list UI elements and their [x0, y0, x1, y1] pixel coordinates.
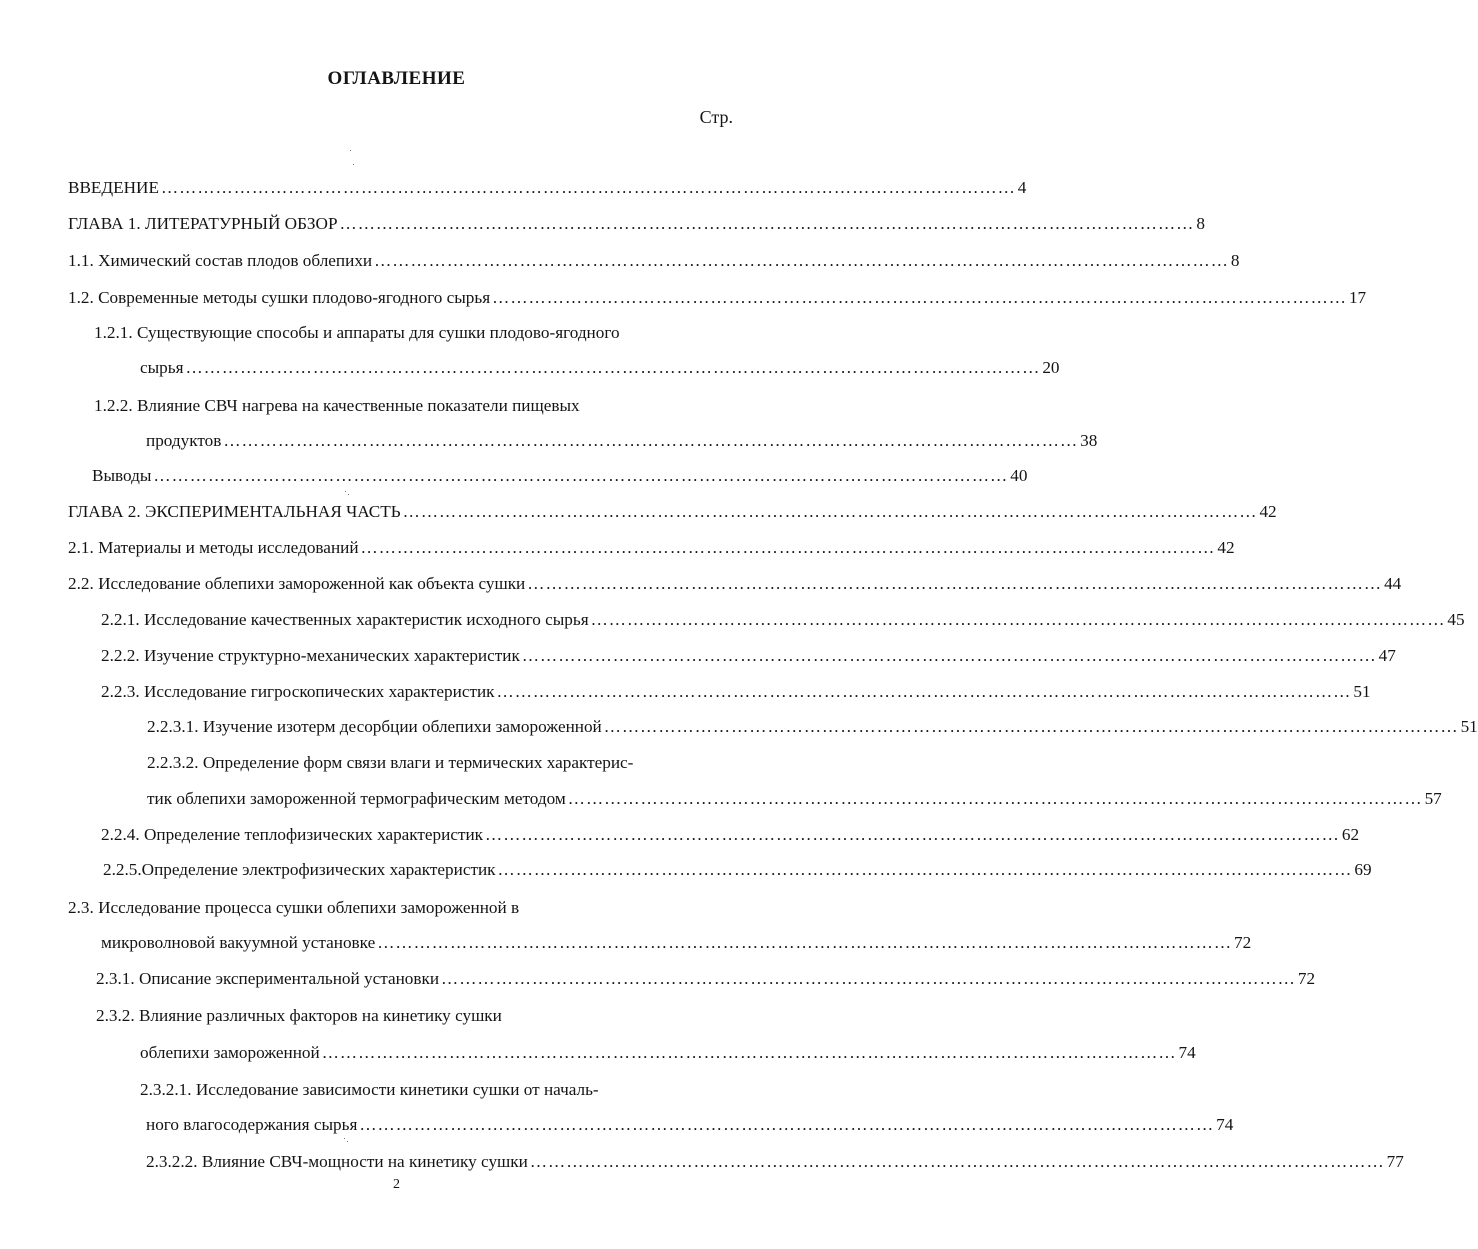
leader-dots: ……………………………………………………………………………………………………………………………	[360, 538, 1216, 557]
toc-entry-label: тик облепихи замороженной термографическим методом	[147, 789, 566, 808]
leader-dots: ……………………………………………………………………………………………………………………………	[185, 358, 1041, 377]
toc-entry-label: 2.3.1. Описание экспериментальной установки	[96, 969, 440, 988]
toc-entry-label: ного влагосодержания сырья	[146, 1115, 358, 1134]
leader-dots: ……………………………………………………………………………………………………………………………	[339, 214, 1195, 233]
toc-entry-1-2-2-line-1: 1.2.2. Влияние СВЧ нагрева на качественные показатели пищевых	[94, 396, 580, 415]
leader-dots: ……………………………………………………………………………………………………………………………	[321, 1043, 1177, 1062]
toc-entry-page: 69	[1354, 860, 1372, 879]
toc-entry-2-3-1	[96, 966, 1316, 992]
toc-entry-label: 2.2.1. Исследование качественных характеристик исходного сырья	[101, 610, 589, 629]
leader-dots: ……………………………………………………………………………………………………………………………	[223, 431, 1079, 450]
toc-entry-2-2-1	[101, 607, 1465, 633]
scan-speck	[344, 1138, 345, 1139]
toc-entry-label: 2.3.2.2. Влияние СВЧ-мощности на кинетику сушки	[146, 1152, 528, 1171]
scan-speck	[348, 494, 349, 495]
toc-entry-label: 2.1. Материалы и методы исследований	[68, 538, 359, 557]
toc-entry-page: 8	[1196, 214, 1205, 233]
leader-dots: ……………………………………………………………………………………………………………………………	[153, 466, 1009, 485]
toc-entry-page: 42	[1217, 538, 1235, 557]
leader-dots: ……………………………………………………………………………………………………………………………	[521, 646, 1377, 665]
leader-dots: ……………………………………………………………………………………………………………………………	[590, 610, 1446, 629]
toc-entry-page: 72	[1234, 933, 1252, 952]
leader-dots: ……………………………………………………………………………………………………………………………	[527, 574, 1383, 593]
toc-entry-page: 74	[1216, 1115, 1234, 1134]
toc-entry-label: сырья	[140, 358, 184, 377]
toc-entry-label: 2.2.3. Исследование гигроскопических характеристик	[101, 682, 495, 701]
toc-entry-page: 72	[1297, 969, 1316, 988]
toc-entry-chapter-2	[68, 499, 1277, 525]
toc-entry-page: 45	[1447, 610, 1465, 629]
toc-entry-2-3-line-1: 2.3. Исследование процесса сушки облепихи замороженной в	[68, 898, 520, 917]
toc-entry-page: 17	[1348, 288, 1367, 307]
toc-entry-label: ГЛАВА 1. ЛИТЕРАТУРНЫЙ ОБЗОР	[68, 214, 338, 233]
toc-entry-label: ВВЕДЕНИЕ	[68, 178, 159, 197]
toc-entry-1-2-1-line-1: 1.2.1. Существующие способы и аппараты для сушки плодово-ягодного	[94, 323, 620, 342]
toc-entry-page: 20	[1042, 358, 1060, 377]
scan-speck	[347, 1141, 348, 1142]
leader-dots: ……………………………………………………………………………………………………………………………	[359, 1115, 1215, 1134]
page-title: ОГЛАВЛЕНИЕ	[327, 68, 466, 89]
toc-entry-2-3	[101, 930, 1252, 956]
toc-entry-2-2	[68, 571, 1402, 597]
leader-dots: ……………………………………………………………………………………………………………………………	[377, 933, 1233, 952]
toc-entry-2-3-2-1-line-1: 2.3.2.1. Исследование зависимости кинетики сушки от началь-	[140, 1080, 599, 1099]
page-number: 2	[393, 1177, 400, 1192]
toc-entry-2-2-2	[101, 643, 1396, 669]
toc-entry-page: 44	[1384, 574, 1402, 593]
toc-entry-2-3-2	[140, 1040, 1196, 1066]
toc-entry-label: микроволновой вакуумной установке	[101, 933, 376, 952]
toc-entry-1-2	[68, 285, 1367, 311]
toc-entry-label: 1.1. Химический состав плодов облепихи	[68, 251, 373, 270]
toc-entry-page: 42	[1259, 502, 1277, 521]
toc-entry-chapter-1	[68, 211, 1205, 237]
toc-entry-2-1	[68, 535, 1235, 561]
toc-entry-label: 2.2.4. Определение теплофизических характеристик	[101, 825, 484, 844]
toc-entry-label: 2.2.5.Определение электрофизических характеристик	[103, 860, 496, 879]
toc-entry-page: 4	[1017, 178, 1027, 197]
leader-dots: ……………………………………………………………………………………………………………………………	[485, 825, 1340, 844]
leader-dots: ……………………………………………………………………………………………………………………………	[603, 717, 1459, 736]
toc-entry-page: 51	[1353, 682, 1371, 701]
toc-entry-page: 77	[1386, 1152, 1404, 1171]
toc-entry-page: 51	[1460, 717, 1478, 736]
leader-dots: ……………………………………………………………………………………………………………………………	[374, 251, 1229, 270]
toc-entry-label: 2.2.3.1. Изучение изотерм десорбции облепихи замороженной	[147, 717, 602, 736]
toc-entry-label: продуктов	[146, 431, 222, 450]
toc-entry-page: 47	[1378, 646, 1396, 665]
toc-entry-1-2-2	[146, 428, 1098, 454]
toc-entry-1-2-1	[140, 355, 1060, 381]
toc-entry-2-2-3-2	[147, 786, 1442, 812]
scan-speck	[350, 150, 351, 151]
toc-entry-page: 8	[1230, 251, 1240, 270]
toc-entry-page: 38	[1080, 431, 1098, 450]
toc-entry-label: Выводы	[92, 466, 152, 485]
leader-dots: ……………………………………………………………………………………………………………………………	[160, 178, 1016, 197]
toc-entry-label: 2.2. Исследование облепихи замороженной как объекта сушки	[68, 574, 526, 593]
toc-entry-page: 57	[1424, 789, 1442, 808]
toc-entry-page: 74	[1178, 1043, 1196, 1062]
leader-dots: ……………………………………………………………………………………………………………………………	[496, 682, 1352, 701]
leader-dots: ……………………………………………………………………………………………………………………………	[402, 502, 1258, 521]
toc-entry-label: 2.2.2. Изучение структурно-механических характеристик	[101, 646, 520, 665]
page-column-label: Стр.	[699, 107, 733, 127]
toc-entry-page: 40	[1010, 466, 1028, 485]
toc-entry-introduction	[68, 175, 1027, 201]
leader-dots: ……………………………………………………………………………………………………………………………	[567, 789, 1423, 808]
toc-entry-label: 1.2. Современные методы сушки плодово-ягодного сырья	[68, 288, 491, 307]
leader-dots: ……………………………………………………………………………………………………………………………	[441, 969, 1296, 988]
toc-entry-2-3-2-1	[146, 1112, 1234, 1138]
toc-entry-2-3-2-2	[146, 1149, 1404, 1175]
toc-entry-2-2-3-2-line-1: 2.2.3.2. Определение форм связи влаги и термических характерис-	[147, 753, 634, 772]
scan-speck	[345, 491, 346, 492]
leader-dots: ……………………………………………………………………………………………………………………………	[529, 1152, 1385, 1171]
scan-speck	[353, 164, 354, 165]
toc-entry-1-1	[68, 248, 1240, 274]
leader-dots: ……………………………………………………………………………………………………………………………	[497, 860, 1353, 879]
toc-entry-page: 62	[1341, 825, 1360, 844]
toc-entry-2-2-5	[103, 857, 1372, 883]
toc-entry-2-2-3-1	[147, 714, 1478, 740]
toc-entry-2-2-3	[101, 679, 1371, 705]
toc-entry-label: облепихи замороженной	[140, 1043, 320, 1062]
toc-entry-label: ГЛАВА 2. ЭКСПЕРИМЕНТАЛЬНАЯ ЧАСТЬ	[68, 502, 401, 521]
leader-dots: ……………………………………………………………………………………………………………………………	[492, 288, 1347, 307]
toc-entry-conclusions	[92, 463, 1028, 489]
toc-entry-2-2-4	[101, 822, 1360, 848]
toc-entry-2-3-2-line-1: 2.3.2. Влияние различных факторов на кинетику сушки	[96, 1006, 502, 1025]
